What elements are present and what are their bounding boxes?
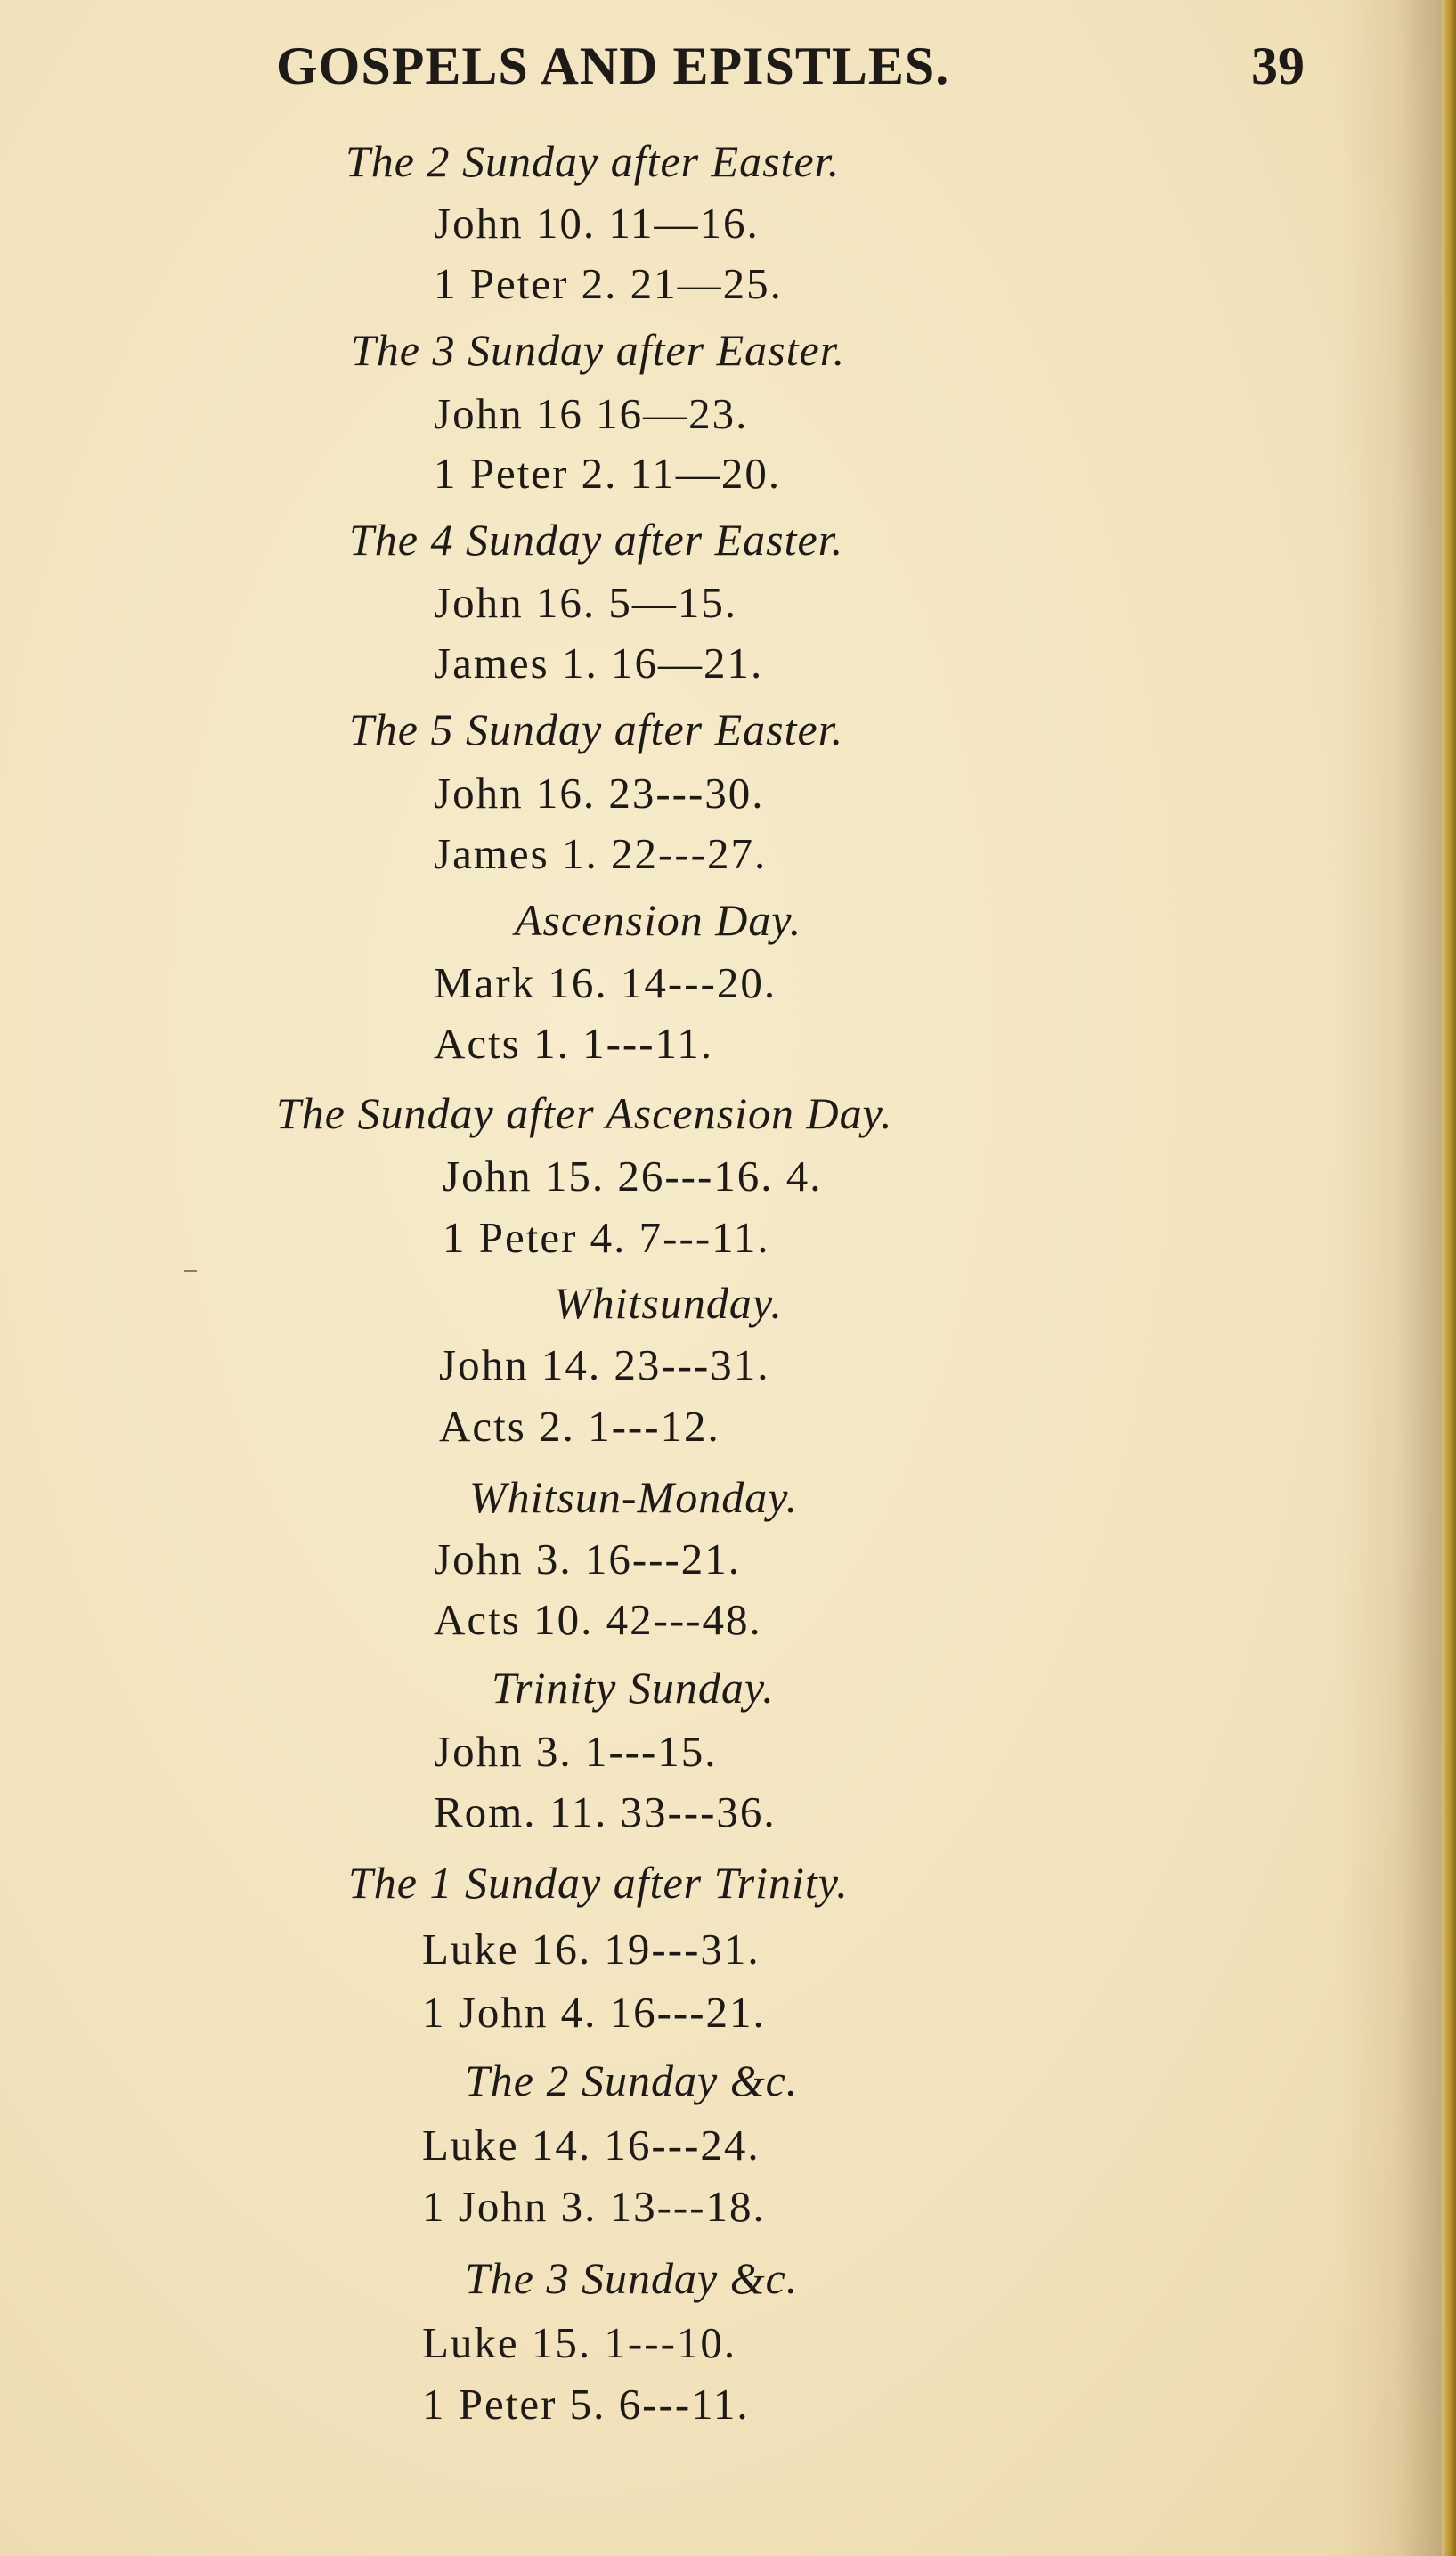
gospel-reference: John 16. 23---30. xyxy=(434,769,765,818)
gospel-reference: John 3. 16---21. xyxy=(434,1534,742,1583)
gospel-reference: John 10. 11—16. xyxy=(434,199,760,248)
section-heading: The 3 Sunday after Easter. xyxy=(351,325,846,375)
epistle-reference: 1 Peter 2. 11—20. xyxy=(434,449,782,498)
epistle-reference: Rom. 11. 33---36. xyxy=(434,1787,777,1836)
gospel-reference: John 16. 5—15. xyxy=(434,578,738,627)
gospel-reference: John 3. 1---15. xyxy=(434,1727,718,1776)
section-heading: Whitsun-Monday. xyxy=(469,1472,799,1522)
section-heading: Trinity Sunday. xyxy=(492,1663,775,1713)
epistle-reference: 1 Peter 5. 6---11. xyxy=(422,2380,750,2429)
page-number: 39 xyxy=(1251,37,1305,95)
section-heading: Whitsunday. xyxy=(554,1278,783,1328)
section-heading: The 2 Sunday after Easter. xyxy=(346,136,841,186)
epistle-reference: James 1. 16—21. xyxy=(434,639,764,688)
gospel-reference: John 14. 23---31. xyxy=(439,1340,770,1389)
epistle-reference: 1 John 3. 13---18. xyxy=(422,2182,766,2231)
gospel-reference: John 15. 26---16. 4. xyxy=(443,1152,823,1201)
epistle-reference: Acts 10. 42---48. xyxy=(434,1595,762,1644)
section-heading: The 4 Sunday after Easter. xyxy=(349,515,844,565)
epistle-reference: Acts 2. 1---12. xyxy=(439,1402,720,1451)
section-heading: Ascension Day. xyxy=(515,895,802,945)
gospel-reference: Luke 16. 19---31. xyxy=(422,1925,761,1974)
paper-mark xyxy=(184,1270,197,1272)
section-heading: The 1 Sunday after Trinity. xyxy=(348,1858,849,1908)
running-header: GOSPELS AND EPISTLES. xyxy=(276,37,950,95)
gospel-reference: John 16 16—23. xyxy=(434,389,749,438)
epistle-reference: 1 John 4. 16---21. xyxy=(422,1988,766,2037)
gospel-reference: Luke 15. 1---10. xyxy=(422,2318,737,2367)
gospel-reference: Luke 14. 16---24. xyxy=(422,2121,761,2169)
section-heading: The Sunday after Ascension Day. xyxy=(276,1088,893,1138)
page-edge xyxy=(1442,0,1456,2556)
section-heading: The 3 Sunday &c. xyxy=(465,2253,799,2303)
epistle-reference: 1 Peter 4. 7---11. xyxy=(443,1213,770,1262)
section-heading: The 5 Sunday after Easter. xyxy=(349,704,844,754)
epistle-reference: Acts 1. 1---11. xyxy=(434,1019,713,1068)
section-heading: The 2 Sunday &c. xyxy=(465,2055,799,2105)
gospel-reference: Mark 16. 14---20. xyxy=(434,958,777,1007)
epistle-reference: James 1. 22---27. xyxy=(434,829,768,878)
epistle-reference: 1 Peter 2. 21—25. xyxy=(434,259,783,308)
